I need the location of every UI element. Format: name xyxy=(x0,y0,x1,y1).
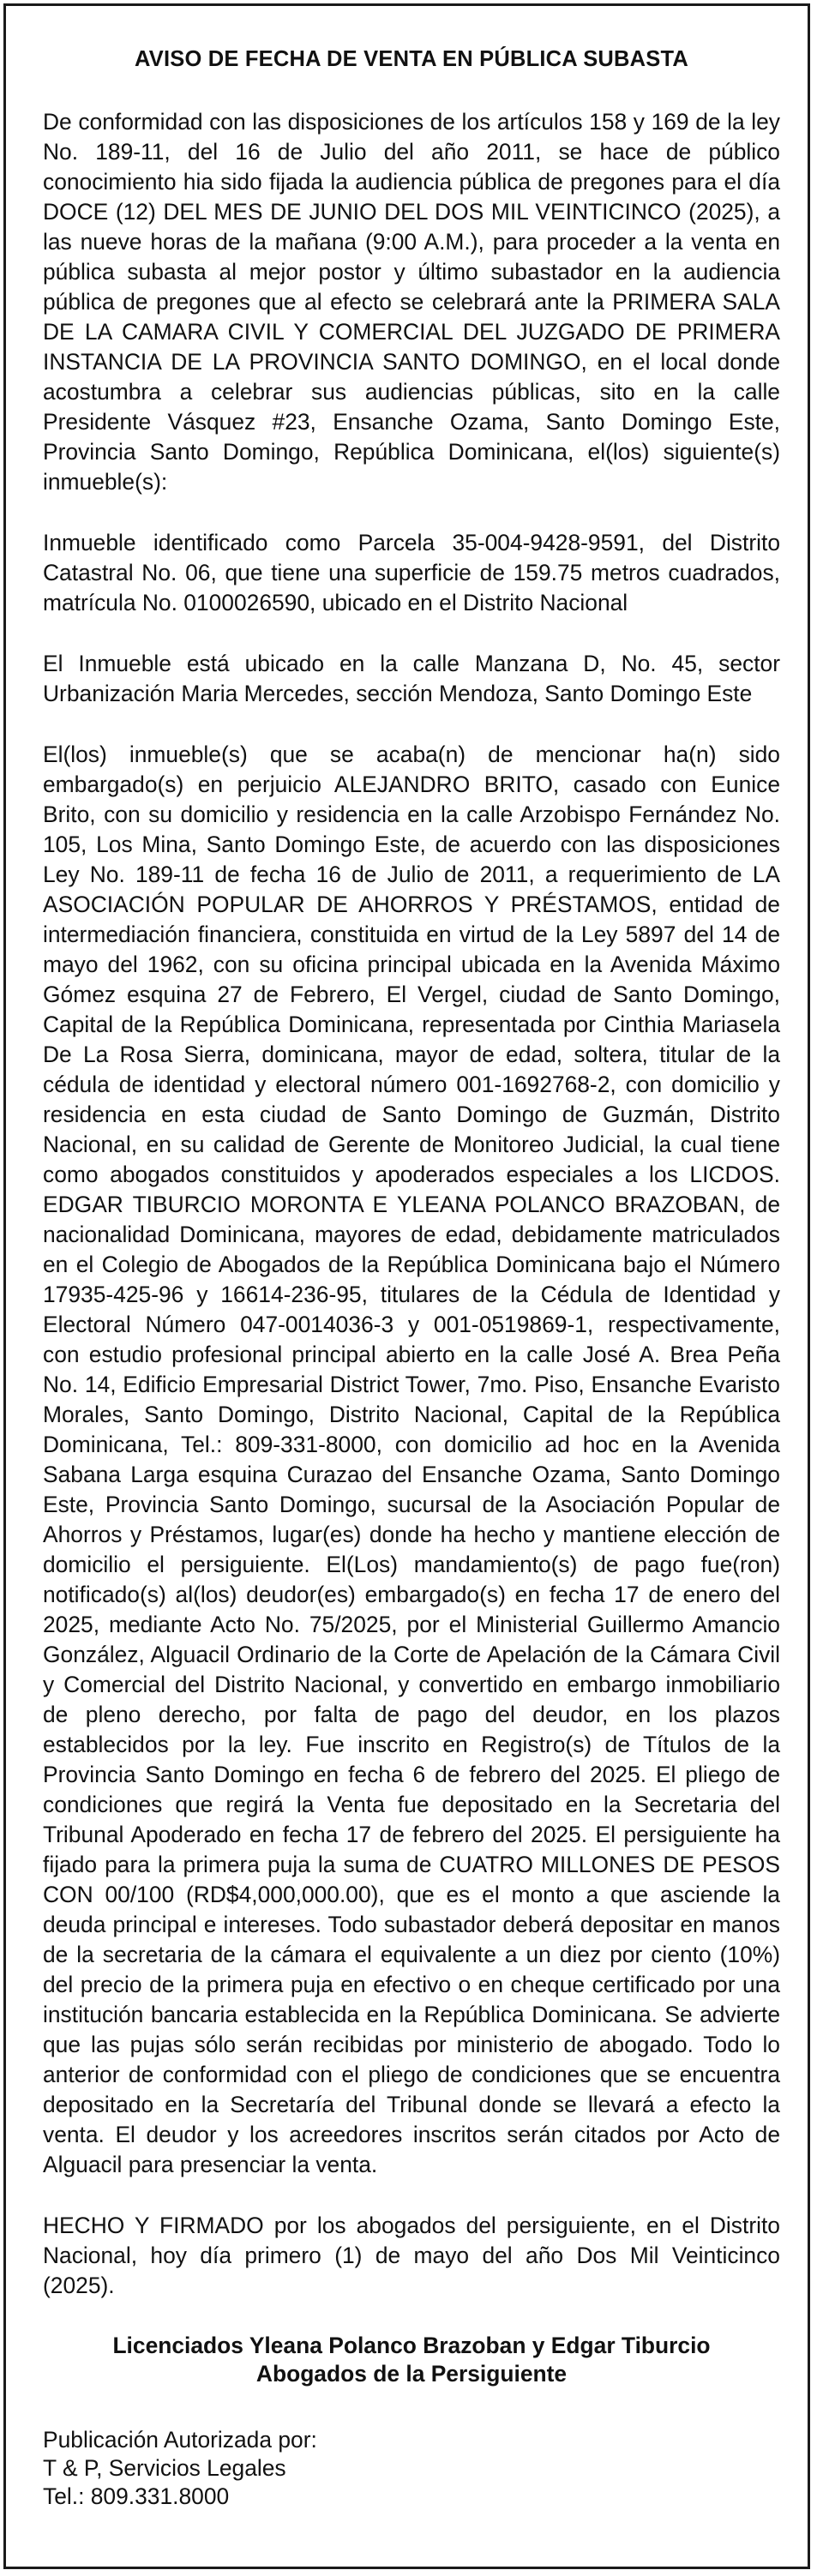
notice-paragraph-location: El Inmueble está ubicado en la calle Manzana D, No. 45, sector Urbanización Maria Mercedes, sección Mendoza, Santo Domingo Este xyxy=(43,651,780,706)
publication-phone: Tel.: 809.331.8000 xyxy=(43,2483,230,2509)
publication-label: Publicación Autorizada por: xyxy=(43,2427,317,2453)
publication-block xyxy=(43,2426,780,2511)
notice-paragraph-signed: HECHO Y FIRMADO por los abogados del persiguiente, en el Distrito Nacional, hoy día primero (1) de mayo del año Dos Mil Veinticinco (2025). xyxy=(43,2213,780,2298)
notice-paragraph-property: Inmueble identificado como Parcela 35-004-9428-9591, del Distrito Catastral No. 06, que tiene una superficie de 159.75 metros cuadrados, matrícula No. 0100026590, ubicado en el Distrito Nacional xyxy=(43,530,780,615)
signature-block xyxy=(43,2332,780,2388)
notice-paragraph-hearing: De conformidad con las disposiciones de los artículos 158 y 169 de la ley No. 189-11, del 16 de Julio del año 2011, se hace de público conocimiento hia sido fijada la audiencia pública de pregones para el día DOCE (12) DEL MES DE JUNIO DEL DOS MIL VEINTICINCO (2025), a las nueve horas de la mañana (9:00 A.M.), para proceder a la venta en pública subasta al mejor postor y último subastador en la audiencia pública de pregones que al efecto se celebrará ante la PRIMERA SALA DE LA CAMARA CIVIL Y COMERCIAL DEL JUZGADO DE PRIMERA INSTANCIA DE LA PROVINCIA SANTO DOMINGO, en el local donde acostumbra a celebrar sus audiencias públicas, sito en la calle Presidente Vásquez #23, Ensanche Ozama, Santo Domingo Este, Provincia Santo Domingo, República Dominicana, el(los) siguiente(s) inmueble(s): xyxy=(43,109,780,495)
signature-role: Abogados de la Persiguiente xyxy=(255,2361,568,2387)
notice-document xyxy=(43,45,780,2511)
publication-company: T & P, Servicios Legales xyxy=(43,2455,286,2481)
notice-paragraph-seizure: El(los) inmueble(s) que se acaba(n) de mencionar ha(n) sido embargado(s) en perjuicio ALEJANDRO BRITO, casado con Eunice Brito, con su domicilio y residencia en la calle Arzobispo Fernández No. 105, Los Mina, Santo Domingo Este, de acuerdo con las disposiciones Ley No. 189-11 de fecha 16 de Julio de 2011, a requerimiento de LA ASOCIACIÓN POPULAR DE AHORROS Y PRÉSTAMOS, entidad de intermediación financiera, constituida en virtud de la Ley 5897 del 14 de mayo del 1962, con su oficina principal ubicada en la Avenida Máximo Gómez esquina 27 de Febrero, El Vergel, ciudad de Santo Domingo, Capital de la República Dominicana, representada por Cinthia Mariasela De La Rosa Sierra, dominicana, mayor de edad, soltera, titular de la cédula de identidad y electoral número 001-1692768-2, con domicilio y residencia en esta ciudad de Santo Domingo de Guzmán, Distrito Nacional, en su calidad de Gerente de Monitoreo Judicial, la cual tiene como abogados constituidos y apoderados especiales a los LICDOS. EDGAR TIBURCIO MORONTA E YLEANA POLANCO BRAZOBAN, de nacionalidad Dominicana, mayores de edad, debidamente matriculados en el Colegio de Abogados de la República Dominicana bajo el Número 17935-425-96 y 16614-236-95, titulares de la Cédula de Identidad y Electoral Número 047-0014036-3 y 001-0519869-1, respectivamente, con estudio profesional principal abierto en la calle José A. Brea Peña No. 14, Edificio Empresarial District Tower, 7mo. Piso, Ensanche Evaristo Morales, Santo Domingo, Distrito Nacional, Capital de la República Dominicana, Tel.: 809-331-8000, con domicilio ad hoc en la Avenida Sabana Larga esquina Curazao del Ensanche Ozama, Santo Domingo Este, Provincia Santo Domingo, sucursal de la Asociación Popular de Ahorros y Préstamos, lugar(es) donde ha hecho y mantiene elección de domicilio el persiguiente. El(Los) mandamiento(s) de pago fue(ron) notificado(s) al(los) deudor(es) embargado(s) en fecha 17 de enero del 2025, mediante Acto No. 75/2025, por el Ministerial Guillermo Amancio González, Alguacil Ordinario de la Corte de Apelación de la Cámara Civil y Comercial del Distrito Nacional, y convertido en embargo inmobiliario de pleno derecho, por falta de pago del deudor, en los plazos establecidos por la ley. Fue inscrito en Registro(s) de Títulos de la Provincia Santo Domingo en fecha 6 de febrero del 2025. El pliego de condiciones que regirá la Venta fue depositado en la Secretaria del Tribunal Apoderado en fecha 17 de febrero del 2025. El persiguiente ha fijado para la primera puja la suma de CUATRO MILLONES DE PESOS CON 00/100 (RD$4,000,000.00), que es el monto a que asciende la deuda principal e intereses. Todo subastador deberá depositar en manos de la secretaria de la cámara el equivalente a un diez por ciento (10%) del precio de la primera puja en efectivo o en cheque certificado por una institución bancaria establecida en la República Dominicana. Se advierte que las pujas sólo serán recibidas por ministerio de abogado. Todo lo anterior de conformidad con el pliego de condiciones que se encuentra depositado en la Secretaría del Tribunal donde se llevará a efecto la venta. El deudor y los acreedores inscritos serán citados por Acto de Alguacil para presenciar la venta. xyxy=(43,742,780,2177)
signature-lawyers: Licenciados Yleana Polanco Brazoban y Edgar Tiburcio xyxy=(112,2333,711,2358)
notice-title: AVISO DE FECHA DE VENTA EN PÚBLICA SUBASTA xyxy=(135,47,688,71)
